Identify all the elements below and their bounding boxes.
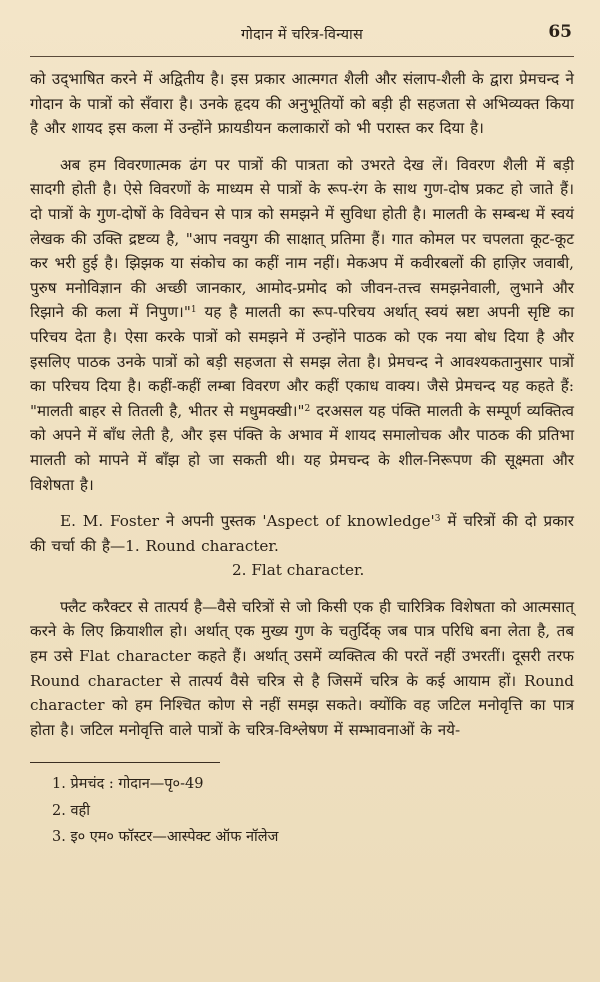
paragraph-2	[30, 153, 574, 497]
page-number: 65	[548, 22, 572, 42]
paragraph-2-end: दरअसल यह पंक्ति मालती के सम्पूर्ण व्यक्तित्व को अपने में बाँध लेती है, और इस पंक्ति के अभाव में शायद समालोचक और पाठक की प्रतिभा मालती को मापने में बाँझ हो जा सकती थी। यह प्रेमचन्द के शील-निरूपण की सूक्ष्मता और विशेषता है।	[30, 401, 574, 494]
flat-character-item: 2. Flat character.	[232, 561, 365, 580]
paragraph-4: फ्लैट करैक्टर से तात्पर्य है—वैसे चरित्रों से जो किसी एक ही चारित्रिक विशेषता को आत्मसात् करने के लिए क्रियाशील हो। अर्थात् एक मुख्य गुण के चतुर्दिक् जब पात्र परिधि बना लेता है, तब हम उसे Flat character कहते हैं। अर्थात् उसमें व्यक्तित्व की परतें नहीं उभरतीं। दूसरी तरफ Round character से तात्पर्य वैसे चरित्र से है जिसमें चरित्र के कई आयाम हों। Round character को हम निश्चित कोण से नहीं समझ सकते। क्योंकि वह जटिल मनोवृत्ति का पात्र होता है। जटिल मनोवृत्ति वाले पात्रों के चरित्र-विश्लेषण में सम्भावनाओं के नये-	[30, 597, 574, 739]
paragraph-2-continued: यह है मालती का रूप-परिचय अर्थात् स्वयं स्रष्टा अपनी सृष्टि का परिचय देता है। ऐसा करके पात्रों को समझने में उन्होंने पाठक को एक नया बोध दिया है और इसलिए पाठक उनके पात्रों को बड़ी सहजता से समझ लेता है। प्रेमचन्द ने आवश्यकतानुसार पात्रों का परिचय दिया है। कहीं-कहीं लम्बा विवरण और कहीं एकाध वाक्य। जैसे प्रेमचन्द यह कहते हैं: "मालती बाहर से तितली है, भीतर से मधुमक्खी।"	[30, 303, 575, 420]
body-text	[30, 67, 574, 742]
footnote-ref-1: 1	[190, 305, 197, 316]
running-title: गोदान में चरित्र-विन्यास	[241, 27, 363, 43]
footnote-2: 2. वही	[52, 802, 90, 819]
paragraph-2-text: अब हम विवरणात्मक ढंग पर पात्रों की पात्रता को उभरते देख लें। विवरण शैली में बड़ी सादगी होती है। ऐसे विवरणों के माध्यम से पात्रों के रूप-रंग के साथ गुण-दोष प्रकट हो जाते हैं। दो पात्रों के गुण-दोषों के विवेचन से पात्र को समझने में सुविधा होती है। मालती के सम्बन्ध में स्वयं लेखक की उक्ति द्रष्टव्य है, "आप नवयुग की साक्षात् प्रतिमा हैं। गात कोमल पर चपलता कूट-कूट कर भरी हुई है। झिझक या संकोच का कहीं नाम नहीं। मेकअप में कवीरबलों की हाज़िर जवाबी, पुरुष मनोविज्ञान की अच्छी जानकार, आमोद-प्रमोद को जीवन-तत्त्व समझनेवाली, लुभाने और रिझाने की कला में निपुण।"	[30, 155, 574, 322]
page-header	[30, 22, 574, 57]
paragraph-3	[30, 509, 574, 558]
footnote-1: 1. प्रेमचंद : गोदान—पृ०-49	[52, 776, 204, 793]
foster-intro-continued: में चरित्रों की दो प्रकार की चर्चा की है—1. Round character.	[30, 512, 575, 555]
footnote-ref-2: 2	[304, 403, 311, 414]
footnote-3: 3. इ० एम० फॉस्टर—आस्पेक्ट ऑफ नॉलेज	[52, 829, 279, 846]
foster-intro: E. M. Foster ने अपनी पुस्तक 'Aspect of knowledge'	[60, 512, 435, 531]
footnote-ref-3: 3	[434, 514, 441, 525]
paragraph-1: को उद्‌भाषित करने में अद्वितीय है। इस प्रकार आत्मगत शैली और संलाप-शैली के द्वारा प्रेमचन्द ने गोदान के पात्रों को सँवारा है। उनके हृदय की अनुभूतियों को बड़ी ही सहजता से अभिव्यक्त किया है और शायद इस कला में उन्होंने फ्रायडीयन कलाकारों को भी परास्त कर दिया है।	[30, 70, 574, 138]
footnote-divider	[30, 762, 220, 763]
footnotes	[30, 771, 574, 851]
